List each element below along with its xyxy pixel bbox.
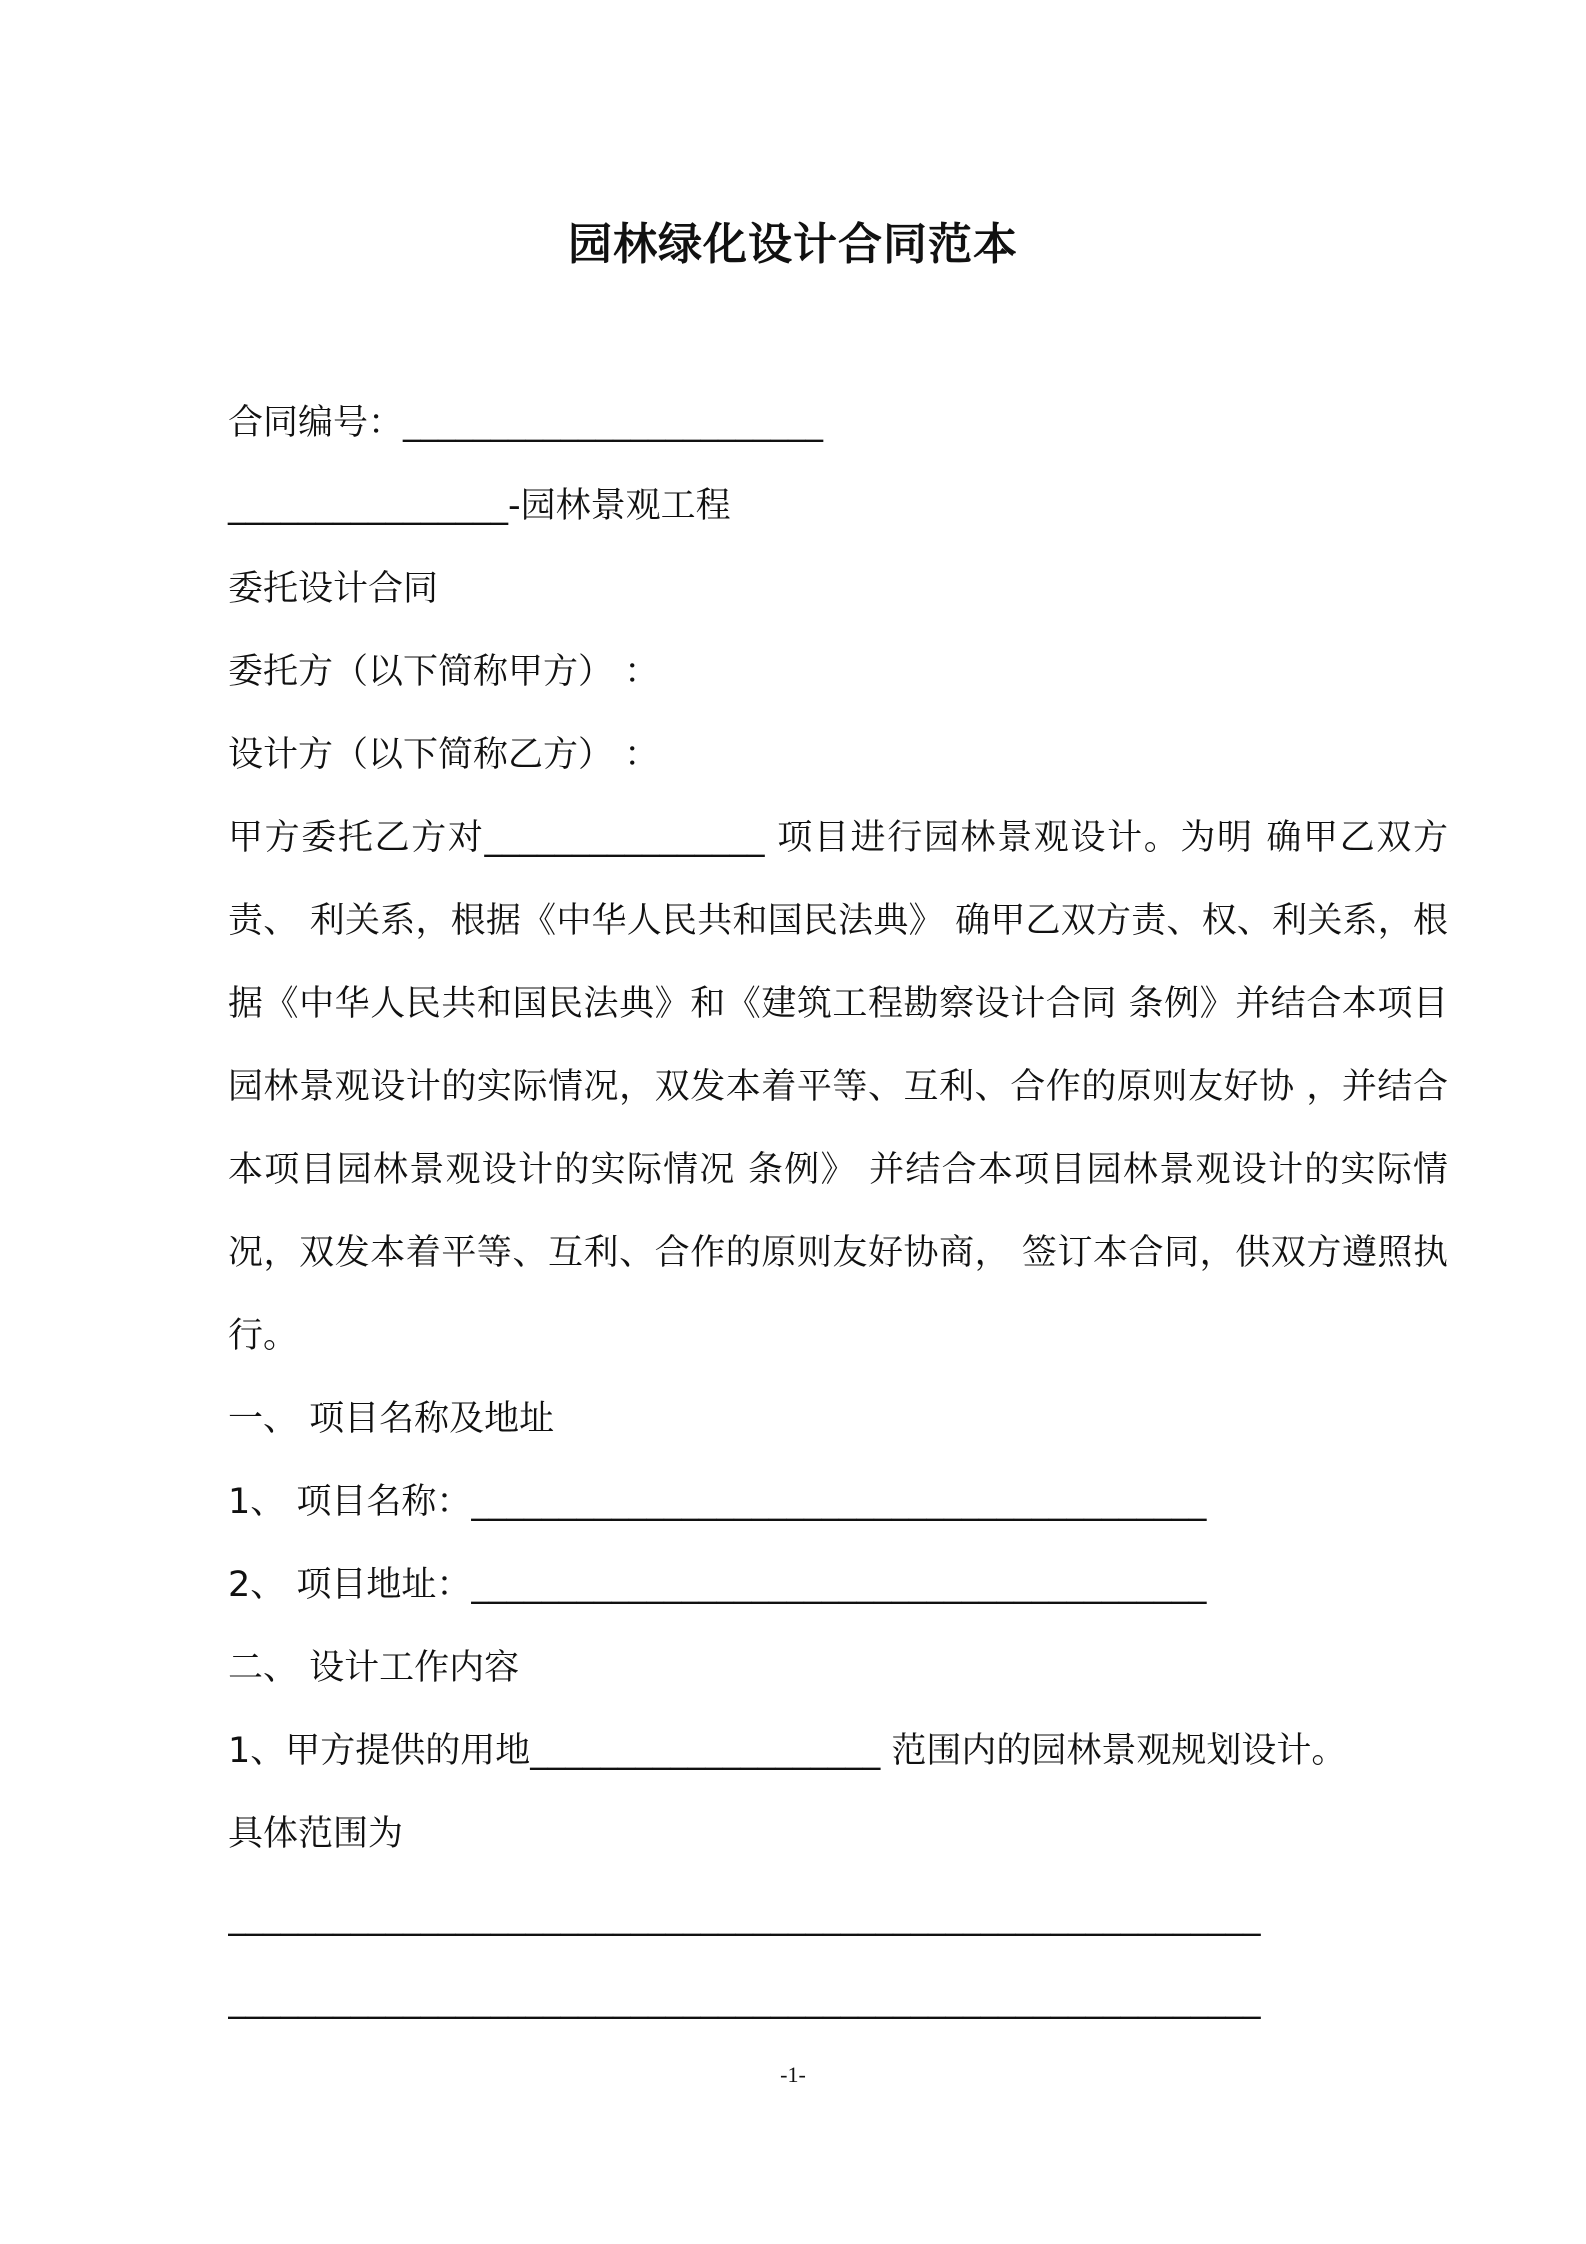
section-1-heading: 一、 项目名称及地址	[228, 1399, 555, 1439]
intro-paragraph-text: 甲方委托乙方对________________ 项目进行园林景观设计。为明 确甲乙双方责、 利关系，根据《中华人民共和国民法典》 确甲乙双方责、权、利关系，根据《中华人民共和国民法典》和《建筑工程勘察设计合同 条例》并结合本项目园林景观设计的实际情况，双发本着平等、互利、合作的原则友好协 ，并结合本项目园林景观设计的实际情况 条例》 并结合本项目园林景观设计的实际情况，双发本着平等、互利、合作的原则友好协商， 签订本合同，供双方遵照执行。	[228, 818, 1448, 1356]
scope-label: 具体范围为	[228, 1814, 404, 1854]
document-title: 园林绿化设计合同范本	[568, 219, 1018, 270]
scope-blank-line-2: ___________________________________________________________	[228, 1980, 1261, 2020]
scope-blank-line-1: ___________________________________________________________	[228, 1897, 1261, 1937]
project-address-field: 2、 项目地址：__________________________________________	[228, 1565, 1207, 1605]
section-2-heading: 二、 设计工作内容	[228, 1648, 520, 1688]
party-a-line: 委托方（以下简称甲方） ：	[228, 652, 660, 692]
contract-number-line: 合同编号：________________________	[228, 403, 824, 443]
land-scope-line: 1、甲方提供的用地____________________ 范围内的园林景观规划设计。	[228, 1731, 1347, 1771]
document-body	[228, 402, 1448, 2062]
intro-paragraph	[228, 797, 1448, 1378]
paragraph-spacer	[228, 1357, 1448, 1398]
project-name-line: ________________-园林景观工程	[228, 486, 731, 526]
project-name-field: 1、 项目名称：__________________________________________	[228, 1482, 1207, 1522]
party-b-line: 设计方（以下简称乙方） ：	[228, 735, 660, 775]
page-number: -1-	[780, 2062, 806, 2087]
contract-type-line: 委托设计合同	[228, 569, 439, 609]
